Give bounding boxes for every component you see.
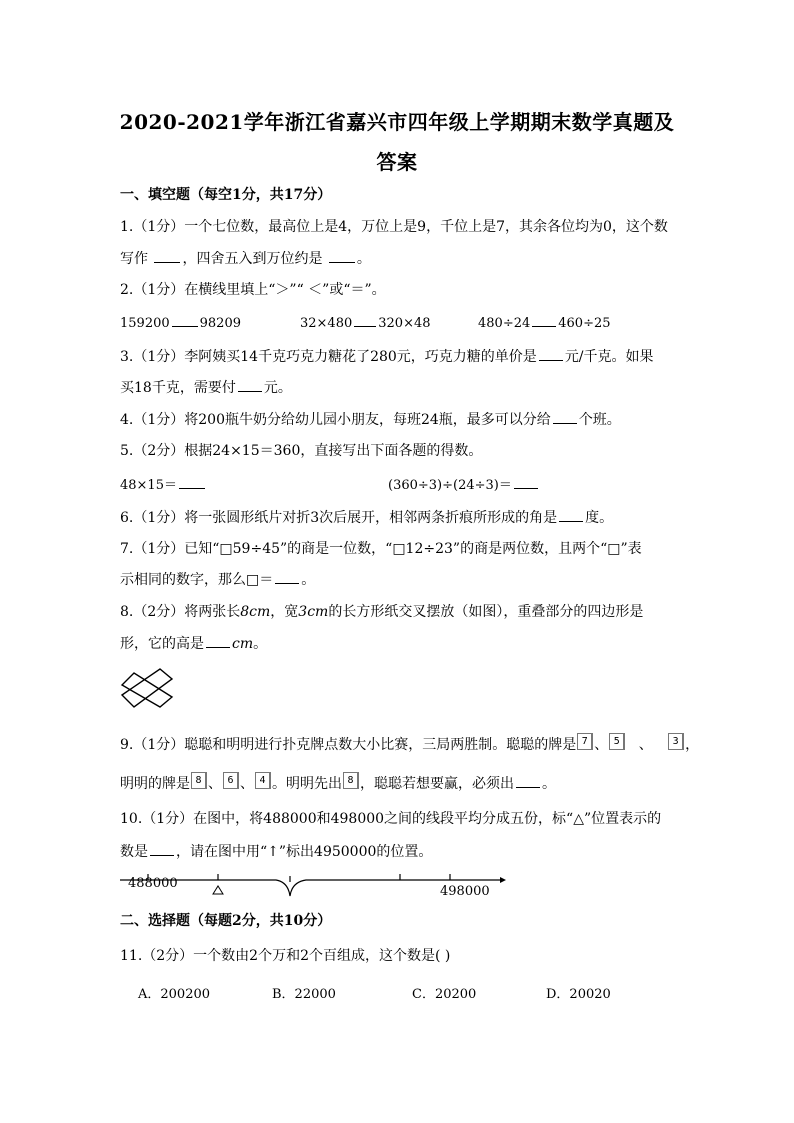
compare-item-2: 32×480 320×48 <box>300 313 431 333</box>
question-2-text: 2.（1分）在横线里填上“＞”“ ＜”或“＝”。 <box>120 282 386 298</box>
question-8-line1: 8.（2分）将两张长8cm，宽3cm的长方形纸交叉摆放（如图），重叠部分的四边形是 <box>120 604 644 620</box>
option-d[interactable]: D．20020 <box>546 987 611 1002</box>
number-line-left-label: 488000 <box>128 876 178 891</box>
answer-blank[interactable] <box>179 475 205 489</box>
answer-blank[interactable] <box>238 378 262 392</box>
card-cc-5: 5 <box>609 733 625 750</box>
answer-blank[interactable] <box>154 249 180 263</box>
question-8-line2: 形，它的高是 cm。 <box>120 636 268 652</box>
answer-blank[interactable] <box>553 410 577 424</box>
card-mm-6: 6 <box>223 772 239 789</box>
question-11-text: 11.（2分）一个数由2个万和2个百组成，这个数是( ) <box>120 948 451 964</box>
question-1-line2: 写作 ，四舍五入到万位约是 。 <box>120 251 371 267</box>
number-line-right-label: 498000 <box>440 884 490 899</box>
question-4: 4.（1分）将200瓶牛奶分给幼儿园小朋友，每班24瓶，最多可以分给 个班。 <box>120 412 621 428</box>
question-3-line1: 3.（1分）李阿姨买14千克巧克力糖花了280元，巧克力糖的单价是 元/千克。如果 <box>120 349 654 365</box>
page-title-line1: 2020-2021学年浙江省嘉兴市四年级上学期期末数学真题及 <box>119 110 675 134</box>
card-cc-7: 7 <box>577 733 593 750</box>
question-5-text: 5.（2分）根据24×15＝360，直接写出下面各题的得数。 <box>120 443 483 459</box>
card-mm-8: 8 <box>191 772 207 789</box>
section-heading-2: 二、选择题（每题2分，共10分） <box>120 913 332 929</box>
compare-item-3: 480÷24 460÷25 <box>478 313 611 333</box>
crossed-rectangles-figure <box>118 665 176 709</box>
answer-blank[interactable] <box>514 475 538 489</box>
answer-blank[interactable] <box>275 570 299 584</box>
card-cc-3: 3 <box>668 733 684 750</box>
question-7-line1: 7.（1分）已知“□59÷45”的商是一位数，“□12÷23”的商是两位数，且两个“□”表 <box>120 541 642 557</box>
answer-blank[interactable] <box>516 774 540 788</box>
question-10-line1: 10.（1分）在图中，将488000和498000之间的线段平均分成五份，标“△”位置表示的 <box>120 811 662 827</box>
card-mm-4: 4 <box>255 772 271 789</box>
question-7-line2: 示相同的数字，那么□＝ 。 <box>120 572 316 588</box>
answer-blank[interactable] <box>172 313 198 327</box>
answer-blank[interactable] <box>206 634 230 648</box>
calc-item-1: 48×15＝ <box>120 475 207 495</box>
question-9-line1: 9.（1分）聪聪和明明进行扑克牌点数大小比赛，三局两胜制。聪聪的牌是 7 、 5 、 3 ， <box>120 736 699 754</box>
option-a[interactable]: A．200200 <box>138 987 211 1002</box>
rectangle-2 <box>122 669 172 707</box>
answer-blank[interactable] <box>150 842 174 856</box>
triangle-marker <box>213 886 223 894</box>
answer-blank[interactable] <box>329 249 355 263</box>
page-title-line2: 答案 <box>376 150 418 174</box>
calc-item-2: (360÷3)÷(24÷3)＝ <box>388 475 540 495</box>
option-c[interactable]: C．20200 <box>412 987 477 1002</box>
question-9-line2: 明明的牌是 8 、 6 、 4 。明明先出 8 ，聪聪若想要赢，必须出 。 <box>120 774 556 793</box>
answer-blank[interactable] <box>532 313 556 327</box>
compare-item-1: 159200 98209 <box>120 313 241 333</box>
section-heading-1: 一、填空题（每空1分，共17分） <box>120 187 332 203</box>
answer-blank[interactable] <box>354 313 376 327</box>
card-first-8: 8 <box>343 772 359 789</box>
option-b[interactable]: B．22000 <box>272 987 336 1002</box>
answer-blank[interactable] <box>539 347 563 361</box>
question-1-line1: 1.（1分）一个七位数，最高位上是4，万位上是9，千位上是7，其余各位均为0，这个数 <box>120 219 668 235</box>
question-3-line2: 买18千克，需要付 元。 <box>120 380 292 396</box>
number-line-arrowhead <box>500 877 506 883</box>
answer-blank[interactable] <box>559 508 583 522</box>
question-10-line2: 数是 ，请在图中用“↑”标出4950000的位置。 <box>120 844 433 860</box>
question-6: 6.（1分）将一张圆形纸片对折3次后展开，相邻两条折痕所形成的角是 度。 <box>120 510 614 526</box>
